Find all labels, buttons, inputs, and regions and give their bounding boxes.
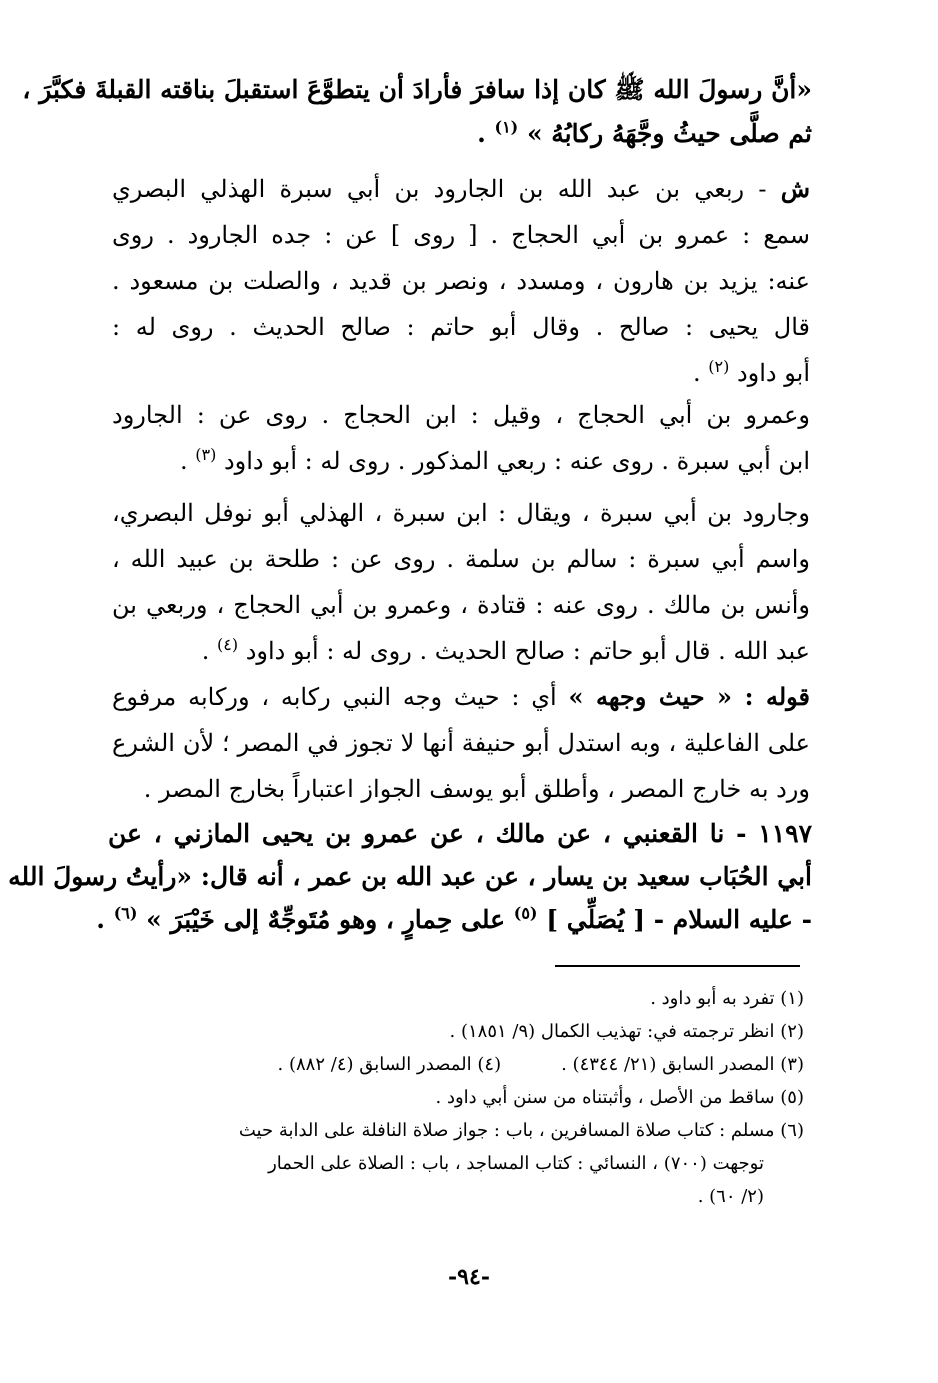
text-line: واسم أبي سبرة : سالم بن سلمة . روى عن : طلحة بن عبيد الله ،	[112, 545, 810, 573]
text-line: سمع : عمرو بن أبي الحجاج . [ روى ] عن : جده الجارود . روى	[112, 221, 811, 249]
text-line-content: - ربعي بن عبد الله بن الجارود بن أبي سبرة الهذلي البصري	[112, 175, 781, 203]
text-line: قوله : « حيث وجهه » أي : حيث وجه النبي ركابه ، وركابه مرفوع	[112, 682, 811, 711]
hadith-opening-text	[22, 68, 812, 156]
footnote-ref: (٣)	[195, 445, 217, 464]
text-line: وأنس بن مالك . روى عنه : قتادة ، وعمرو بن أبي الحجاج ، وربعي بن	[112, 591, 810, 619]
footnote-ref: (٤)	[216, 635, 239, 654]
text-line: أبي الحُبَاب سعيد بن يسار ، عن عبد الله بن عمر ، أنه قال: «رأيتُ رسولَ الله	[8, 862, 812, 891]
commentary-lead: قوله : « حيث وجهه »	[568, 682, 811, 711]
text-line: ابن أبي سبرة . روى عنه : ربعي المذكور . روى له : أبو داود $^{(٣)}$ .	[180, 445, 810, 475]
hadith-1197-text	[8, 812, 812, 941]
footnote-separator	[555, 965, 800, 967]
paragraph-amr-biography	[112, 392, 810, 484]
footnote-ref: (١)	[494, 117, 519, 137]
paragraph-jarud-biography	[112, 490, 810, 674]
text-line: - عليه السلام - [ يُصَلِّي ] $^{(٥)}$ على حِمارٍ ، وهو مُتَوجِّهٌ إلى خَيْبَرَ » $^{(٦)}$ .	[96, 903, 812, 934]
footnote-ref: (٢)	[708, 357, 730, 376]
text-line	[112, 166, 810, 212]
text-line: عبد الله . قال أبو حاتم : صالح الحديث . روى له : أبو داود $^{(٤)}$ .	[201, 635, 810, 665]
footnote-6-continued: توجهت (٧٠٠) ، النسائي : كتاب المساجد ، باب : الصلاة على الحمار	[268, 1153, 764, 1174]
text-line: قال يحيى : صالح . وقال أبو حاتم : صالح الحديث . روى له :	[112, 313, 810, 341]
footnote-ref: (٦)	[113, 903, 138, 923]
text-line: ثم صلَّى حيثُ وجَّهَهُ ركابُهُ » $^{(١)}$ .	[477, 117, 812, 148]
footnote-5: (٥) ساقط من الأصل ، وأثبتناه من سنن أبي داود .	[435, 1087, 804, 1108]
text-line: ورد به خارج المصر ، وأطلق أبو يوسف الجواز اعتباراً بخارج المصر .	[143, 775, 810, 803]
footnote-3: (٣) المصدر السابق (٢١/ ٤٣٤٤) .	[561, 1054, 804, 1075]
footnote-6-continued: (٢/ ٦٠) .	[697, 1186, 764, 1207]
text-line: وجارود بن أبي سبرة ، ويقال : ابن سبرة ، الهذلي أبو نوفل البصري،	[112, 499, 810, 527]
text-line: ١١٩٧ - نا القعنبي ، عن مالك ، عن عمرو بن يحيى المازني ، عن	[108, 819, 812, 848]
footnote-4: (٤) المصدر السابق (٤/ ٨٨٢) .	[277, 1054, 502, 1075]
sharh-marker: ش	[780, 174, 810, 203]
paragraph-ribi-biography	[112, 166, 810, 396]
footnote-1: (١) تفرد به أبو داود .	[650, 988, 804, 1009]
text-line: عنه: يزيد بن هارون ، ومسدد ، ونصر بن قديد ، والصلت بن مسعود .	[112, 267, 810, 295]
page-number: -٩٤-	[448, 1264, 490, 1290]
footnote-row-3-4	[130, 1048, 804, 1081]
footnote-6: (٦) مسلم : كتاب صلاة المسافرين ، باب : جواز صلاة النافلة على الدابة حيث	[238, 1120, 804, 1141]
text-line: «أنَّ رسولَ الله ﷺ كان إذا سافرَ فأرادَ أن يتطوَّعَ استقبلَ بناقته القبلةَ فكبَّرَ ،	[22, 75, 812, 104]
text-line: على الفاعلية ، وبه استدل أبو حنيفة أنها لا تجوز في المصر ؛ لأن الشرع	[112, 729, 810, 757]
footnotes	[130, 982, 804, 1213]
footnote-ref: (٥)	[513, 903, 538, 923]
paragraph-commentary	[112, 674, 810, 812]
footnote-2: (٢) انظر ترجمته في: تهذيب الكمال (٩/ ١٨٥١) .	[449, 1021, 804, 1042]
text-line: وعمرو بن أبي الحجاج ، وقيل : ابن الحجاج . روى عن : الجارود	[112, 401, 810, 429]
text-line: أبو داود $^{(٢)}$ .	[693, 357, 810, 387]
